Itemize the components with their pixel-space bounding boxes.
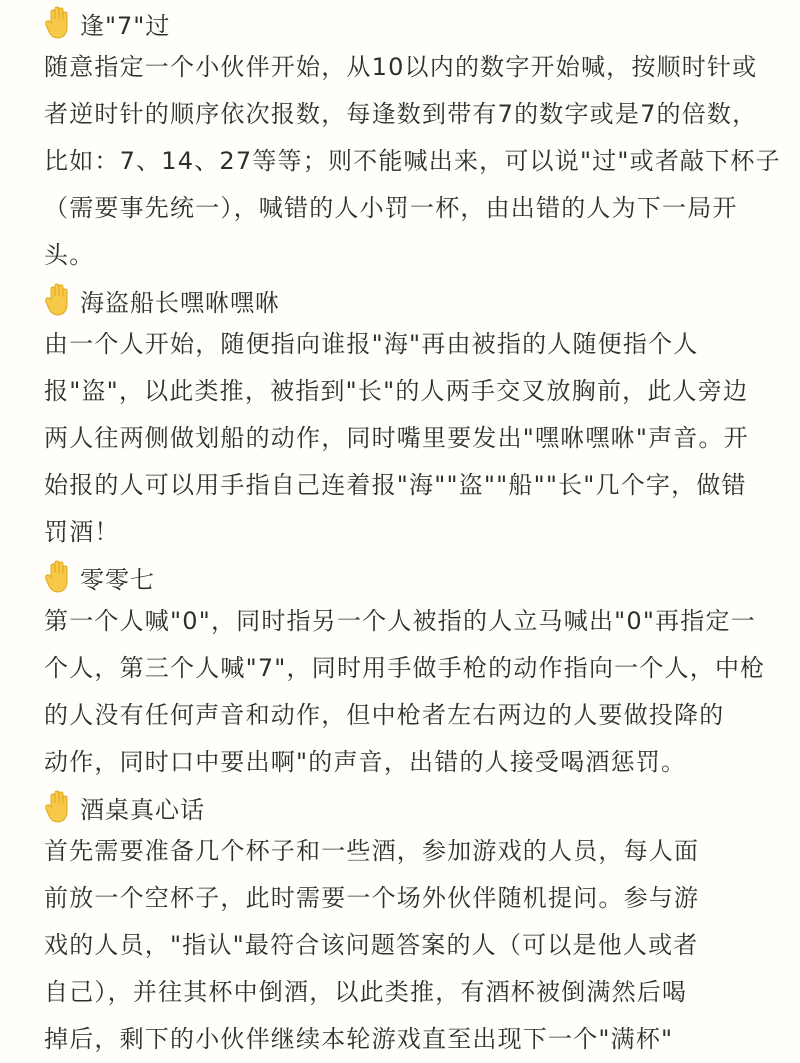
- paragraph-line: 的人没有任何声音和动作，但中枪者左右两边的人要做投降的: [44, 701, 725, 729]
- section-heading: [44, 786, 800, 828]
- paragraph-line: 前放一个空杯子，此时需要一个场外伙伴随机提问。参与游: [44, 884, 700, 912]
- raised-hand-icon: [44, 6, 74, 40]
- paragraph-line: 随意指定一个小伙伴开始，从10以内的数字开始喊，按顺时针或: [44, 53, 758, 81]
- section-pirate-captain: [0, 279, 800, 556]
- section-truth-at-table: [0, 786, 800, 1063]
- paragraph-line: 报"盗"，以此类推，被指到"长"的人两手交叉放胸前，此人旁边: [44, 377, 749, 405]
- paragraph-line: 始报的人可以用手指自己连着报"海""盗""船""长"几个字，做错: [44, 471, 747, 499]
- raised-hand-icon: [44, 790, 74, 824]
- section-zero-zero-seven: [0, 556, 800, 786]
- paragraph-line: 自己），并往其杯中倒酒，以此类推，有酒杯被倒满然后喝: [44, 978, 688, 1006]
- raised-hand-icon: [44, 283, 74, 317]
- paragraph-line: 者逆时针的顺序依次报数，每逢数到带有7的数字或是7的倍数，: [44, 100, 758, 128]
- section-heading: [44, 279, 800, 321]
- raised-hand-icon: [44, 560, 74, 594]
- section-title: 海盗船长嘿咻嘿咻: [80, 288, 280, 317]
- section-title: 零零七: [80, 565, 155, 594]
- paragraph-line: 第一个人喊"0"，同时指另一个人被指的人立马喊出"0"再指定一: [44, 607, 756, 635]
- paragraph-line: 比如：7、14、27等等；则不能喊出来，可以说"过"或者敲下杯子: [44, 147, 781, 175]
- paragraph-line: 由一个人开始，随便指向谁报"海"再由被指的人随便指个人: [44, 330, 699, 358]
- section-title: 逢"7"过: [80, 11, 171, 40]
- paragraph-line: 掉后，剩下的小伙伴继续本轮游戏直至出现下一个"满杯": [44, 1025, 674, 1053]
- paragraph-line: 两人往两侧做划船的动作，同时嘴里要发出"嘿咻嘿咻"声音。开: [44, 424, 749, 452]
- paragraph-line: 动作，同时口中要出啊"的声音，出错的人接受喝酒惩罚。: [44, 748, 687, 776]
- paragraph-line: 头。: [44, 241, 95, 269]
- paragraph-line: 首先需要准备几个杯子和一些酒，参加游戏的人员，每人面: [44, 837, 700, 865]
- paragraph-line: 戏的人员，"指认"最符合该问题答案的人（可以是他人或者: [44, 931, 699, 959]
- section-heading: [44, 556, 800, 598]
- paragraph-line: 罚酒！: [44, 518, 120, 546]
- section-heading: [44, 2, 800, 44]
- section-pass-on-seven: [0, 2, 800, 279]
- paragraph-line: （需要事先统一），喊错的人小罚一杯，由出错的人为下一局开: [44, 194, 738, 222]
- paragraph-line: 个人，第三个人喊"7"，同时用手做手枪的动作指向一个人，中枪: [44, 654, 766, 682]
- section-title: 酒桌真心话: [80, 795, 205, 824]
